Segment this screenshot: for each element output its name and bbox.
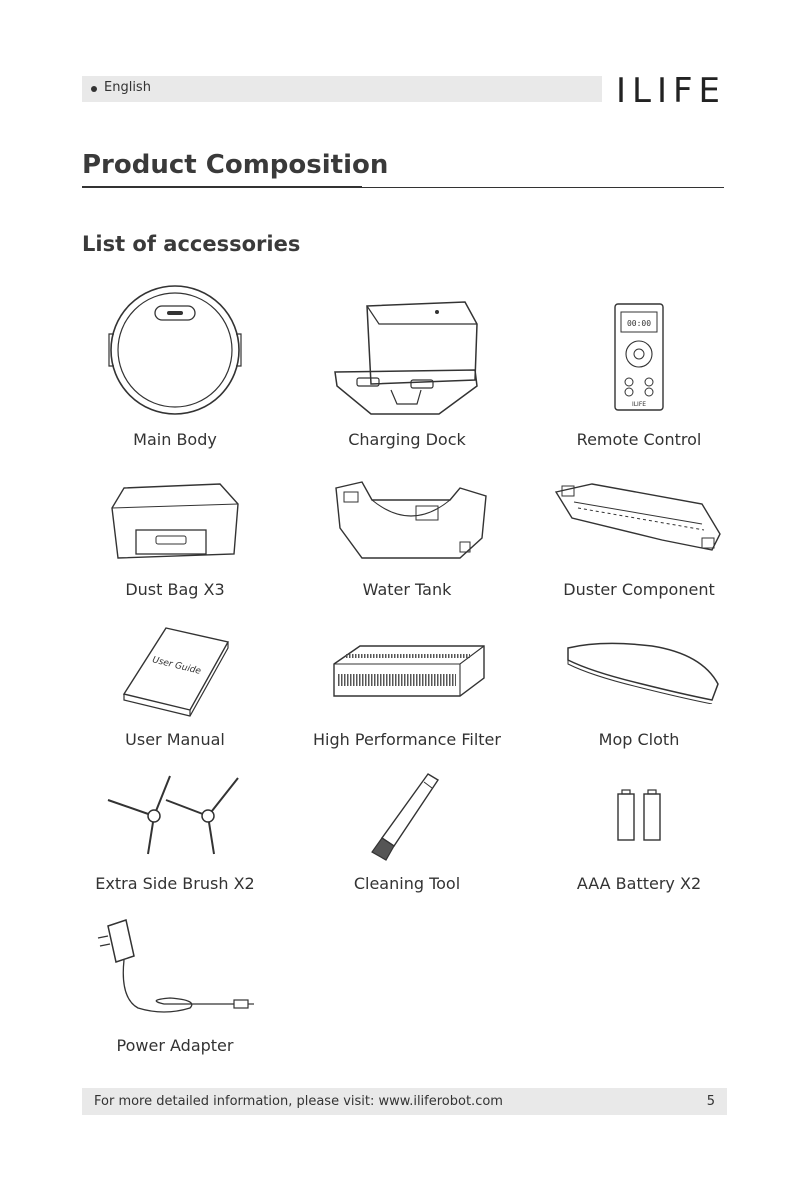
item-label: Remote Control <box>576 430 702 449</box>
accessory-charging-dock <box>292 280 522 460</box>
manual-cover-text: User Guide <box>151 655 202 677</box>
water-tank-icon <box>332 478 490 564</box>
item-label: Charging Dock <box>348 430 466 449</box>
item-label: Duster Component <box>563 580 715 599</box>
item-label: Mop Cloth <box>598 730 680 749</box>
accessory-main-body <box>60 280 290 460</box>
item-label: Extra Side Brush X2 <box>95 874 255 893</box>
user-manual-icon <box>118 626 232 718</box>
footer-bar <box>82 1088 727 1115</box>
accessory-mop-cloth <box>524 626 754 756</box>
bullet-icon <box>91 86 97 92</box>
accessory-cleaning-tool <box>292 772 522 900</box>
language-bar <box>82 76 602 102</box>
item-label: Main Body <box>133 430 217 449</box>
accessory-dust-bag <box>60 478 290 608</box>
brand-logo: ILIFE <box>616 71 727 111</box>
remote-control-icon <box>613 302 665 412</box>
mop-cloth-icon <box>562 638 724 704</box>
remote-display: 00:00 <box>626 319 652 328</box>
item-label: Cleaning Tool <box>353 874 461 893</box>
item-label: AAA Battery X2 <box>576 874 702 893</box>
page-number: 5 <box>706 1094 715 1109</box>
item-label: Water Tank <box>362 580 452 599</box>
page-title: Product Composition <box>82 150 389 180</box>
filter-icon <box>330 642 486 700</box>
accessory-water-tank <box>292 478 522 608</box>
robot-vacuum-icon <box>100 282 250 418</box>
footer-info-text: For more detailed information, please visit: www.iliferobot.com <box>94 1094 503 1109</box>
accessory-remote-control <box>524 280 754 460</box>
battery-icon <box>616 786 662 842</box>
dust-bag-icon <box>108 478 242 564</box>
accessory-battery <box>524 772 754 900</box>
accessory-power-adapter <box>60 914 290 1060</box>
title-rule <box>362 187 724 188</box>
duster-component-icon <box>552 478 724 558</box>
item-label: User Manual <box>125 730 225 749</box>
accessory-user-manual <box>60 626 290 756</box>
section-title: List of accessories <box>82 232 301 256</box>
language-label: English <box>104 80 151 95</box>
side-brush-icon <box>104 772 244 856</box>
item-label: Power Adapter <box>116 1036 234 1055</box>
accessory-side-brush <box>60 772 290 900</box>
accessory-duster-component <box>524 478 754 608</box>
item-label: High Performance Filter <box>313 730 501 749</box>
remote-brand: ILIFE <box>631 401 647 408</box>
item-label: Dust Bag X3 <box>125 580 225 599</box>
title-underline <box>82 186 362 188</box>
cleaning-tool-icon <box>366 772 446 862</box>
charging-dock-icon <box>327 294 487 420</box>
accessory-filter <box>292 626 522 756</box>
power-adapter-icon <box>94 916 256 1020</box>
